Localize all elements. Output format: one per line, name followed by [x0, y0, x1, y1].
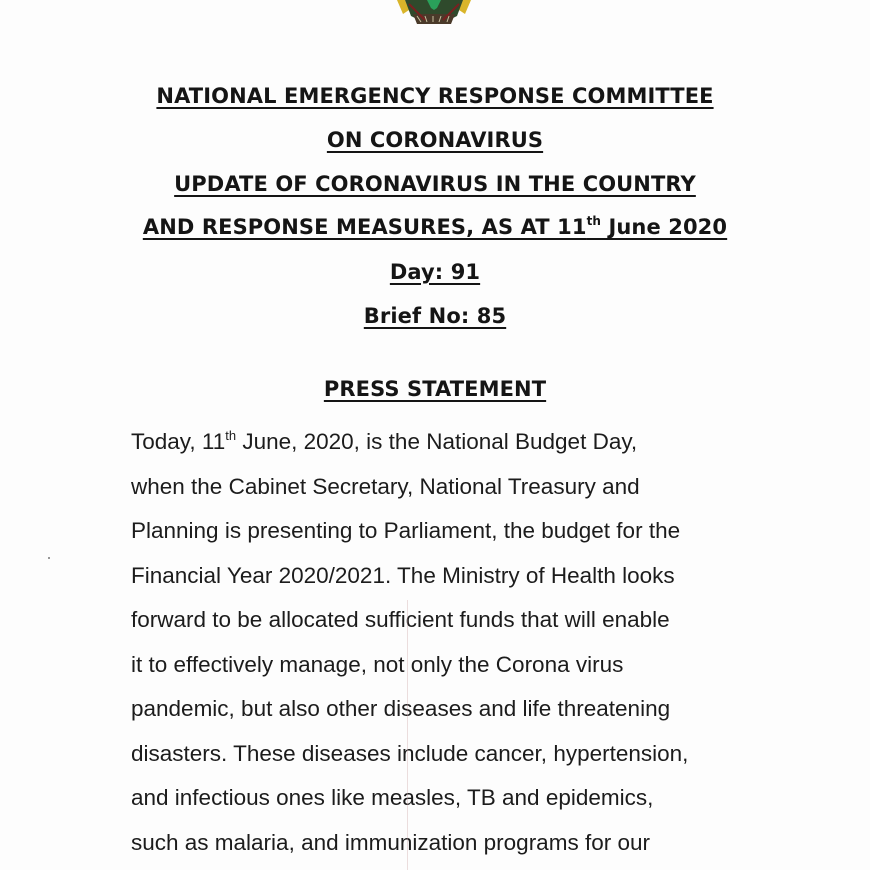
- committee-title: NATIONAL EMERGENCY RESPONSE COMMITTEE: [156, 84, 714, 108]
- body-line: it to effectively manage, not only the Corona virus: [131, 651, 624, 677]
- body-line: Financial Year 2020/2021. The Ministry of Health looks: [131, 562, 675, 588]
- update-title: UPDATE OF CORONAVIRUS IN THE COUNTRY: [174, 172, 696, 196]
- body-line: and infectious ones like measles, TB and epidemics,: [131, 785, 654, 810]
- body-line: such as malaria, and immunization programs for our: [131, 829, 650, 855]
- committee-subtitle: ON CORONAVIRUS: [326, 128, 544, 152]
- body-line: pandemic, but also other diseases and life threatening: [131, 696, 671, 721]
- section-title: PRESS STATEMENT: [323, 377, 547, 401]
- scan-fold-mark: [407, 600, 408, 870]
- body-line: Planning is presenting to Parliament, the budget for the: [131, 518, 681, 543]
- body-line: Today, 11th June, 2020, is the National Budget Day,: [131, 428, 638, 454]
- body-line: when the Cabinet Secretary, National Treasury and: [131, 473, 640, 499]
- coat-of-arms-icon: [395, 0, 473, 26]
- press-statement-body: [131, 420, 746, 865]
- scan-speck: [48, 557, 50, 559]
- body-line: disasters. These diseases include cancer, hypertension,: [131, 740, 689, 766]
- update-date-line: AND RESPONSE MEASURES, AS AT 11th June 2020: [142, 214, 728, 239]
- body-line: forward to be allocated sufficient funds that will enable: [131, 607, 670, 632]
- brief-number: Brief No: 85: [363, 304, 507, 328]
- day-counter: Day: 91: [389, 260, 481, 284]
